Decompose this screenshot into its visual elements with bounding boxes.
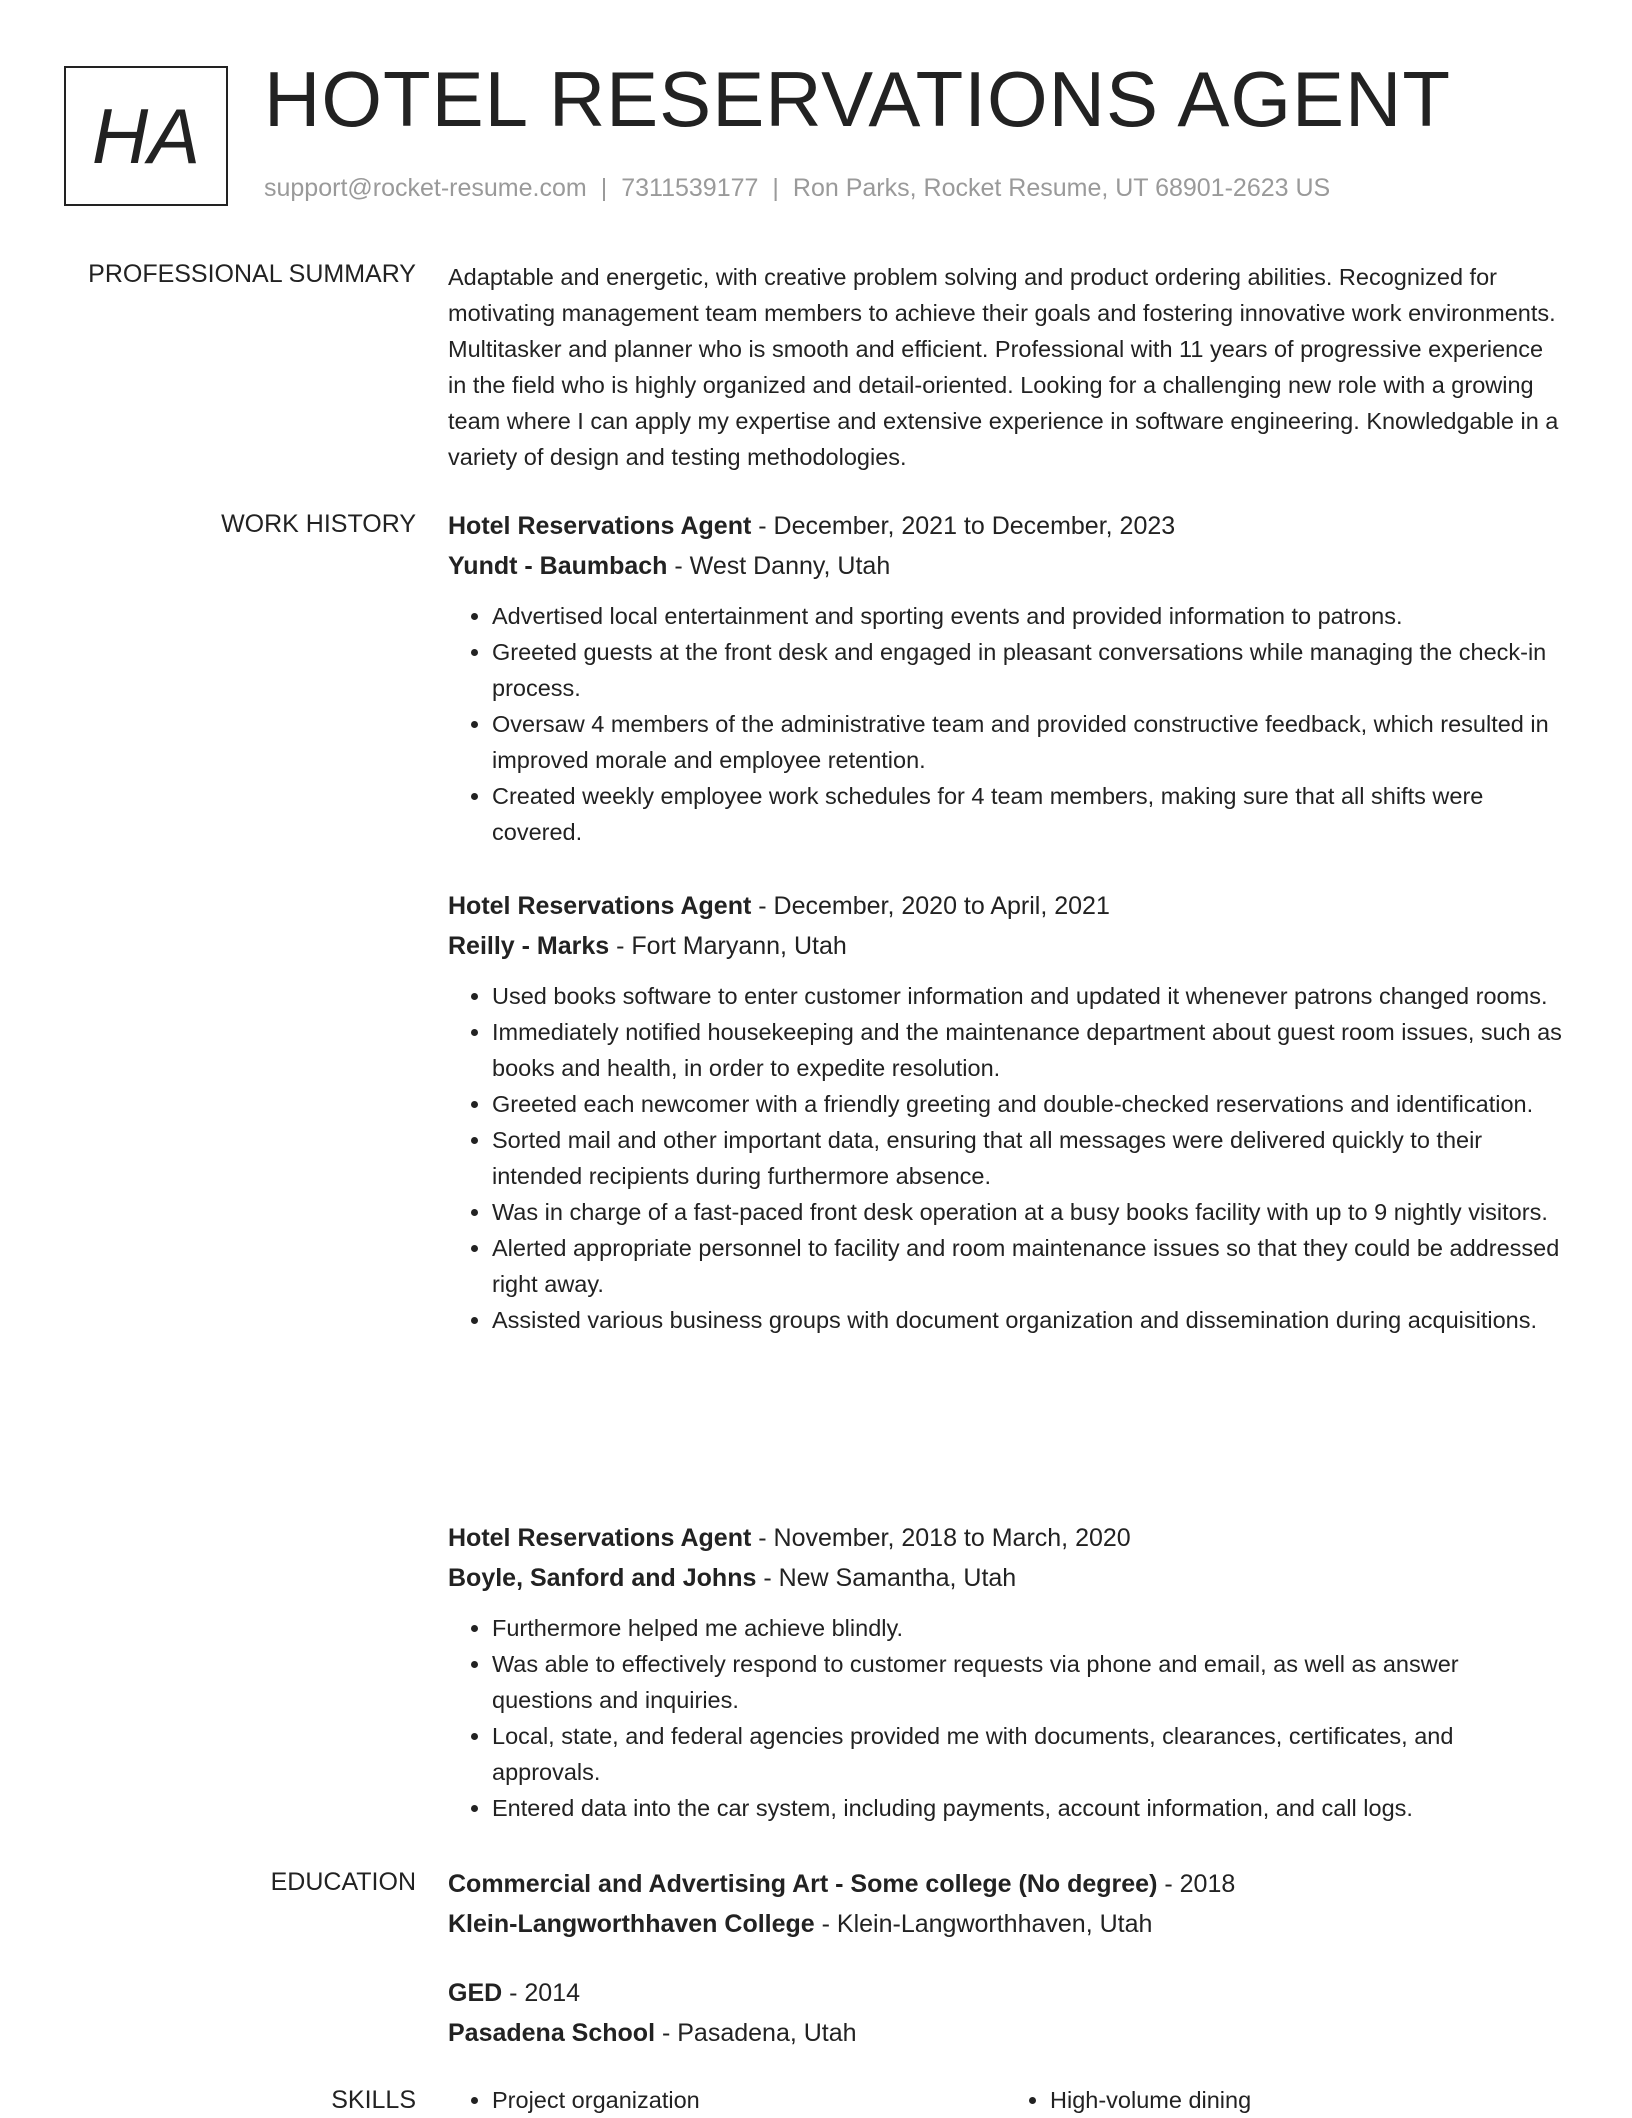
job-bullets bbox=[448, 978, 1564, 1338]
school-location: - Klein-Langworthhaven, Utah bbox=[814, 1910, 1153, 1938]
education-entry bbox=[448, 1864, 1564, 1944]
summary-block bbox=[448, 259, 1564, 475]
school-line bbox=[448, 1904, 1564, 1944]
job-dates: - December, 2021 to December, 2023 bbox=[751, 512, 1176, 540]
skill-item: • High-volume dining bbox=[1050, 2082, 1564, 2118]
job-bullets bbox=[448, 598, 1564, 850]
list-item: • Was in charge of a fast-paced front desk operation at a busy books facility with up to 9 nightly visitors. bbox=[492, 1194, 1564, 1230]
section-label-skills: SKILLS bbox=[331, 2086, 416, 2114]
job-dates: - November, 2018 to March, 2020 bbox=[751, 1524, 1131, 1552]
contact-separator: | bbox=[772, 174, 779, 202]
list-item: • Furthermore helped me achieve blindly. bbox=[492, 1610, 1564, 1646]
list-item: • Assisted various business groups with document organization and dissemination during acquisitions. bbox=[492, 1302, 1564, 1338]
job-company: Boyle, Sanford and Johns bbox=[448, 1564, 757, 1592]
job-location: - Fort Maryann, Utah bbox=[609, 932, 847, 960]
job-title: Hotel Reservations Agent bbox=[448, 892, 752, 920]
list-item: • Created weekly employee work schedules for 4 team members, making sure that all shifts were covered. bbox=[492, 778, 1564, 850]
section-label-work: WORK HISTORY bbox=[221, 510, 416, 538]
skills-column bbox=[448, 2082, 1006, 2118]
list-item: • Alerted appropriate personnel to facility and room maintenance issues so that they could be addressed right away. bbox=[492, 1230, 1564, 1302]
contact-phone: 7311539177 bbox=[621, 174, 759, 202]
school-line bbox=[448, 2013, 1564, 2053]
job-location: - New Samantha, Utah bbox=[756, 1564, 1017, 1592]
skills-column bbox=[1006, 2082, 1564, 2118]
degree: GED bbox=[448, 1979, 503, 2007]
job-title: Hotel Reservations Agent bbox=[448, 512, 752, 540]
skills-list bbox=[448, 2082, 1564, 2118]
job-company: Reilly - Marks bbox=[448, 932, 610, 960]
school-location: - Pasadena, Utah bbox=[655, 2019, 857, 2047]
job-company: Yundt - Baumbach bbox=[448, 552, 668, 580]
list-item: • Was able to effectively respond to customer requests via phone and email, as well as answer questions and inquiries. bbox=[492, 1646, 1564, 1718]
school: Pasadena School bbox=[448, 2019, 656, 2047]
job-bullets bbox=[448, 1610, 1564, 1826]
education-entry bbox=[448, 1973, 1564, 2053]
section-label-education: EDUCATION bbox=[270, 1868, 416, 1896]
job-title-line bbox=[448, 1518, 1564, 1558]
job-location: - West Danny, Utah bbox=[667, 552, 891, 580]
job-company-line bbox=[448, 546, 1564, 586]
list-item: • Greeted guests at the front desk and engaged in pleasant conversations while managing the check-in process. bbox=[492, 634, 1564, 706]
list-item: • Local, state, and federal agencies provided me with documents, clearances, certificates, and approvals. bbox=[492, 1718, 1564, 1790]
education-year: - 2014 bbox=[502, 1979, 581, 2007]
job-title-line bbox=[448, 886, 1564, 926]
contact-line bbox=[264, 174, 1330, 203]
list-item: • Oversaw 4 members of the administrative team and provided constructive feedback, which resulted in improved morale and employee retention. bbox=[492, 706, 1564, 778]
school: Klein-Langworthhaven College bbox=[448, 1910, 815, 1938]
page-title: HOTEL RESERVATIONS AGENT bbox=[264, 55, 1452, 143]
list-item: • Sorted mail and other important data, ensuring that all messages were delivered quickly to their intended recipients during furthermore absence. bbox=[492, 1122, 1564, 1194]
list-item: • Immediately notified housekeeping and the maintenance department about guest room issues, such as books and health, in order to expedite resolution. bbox=[492, 1014, 1564, 1086]
summary-text: Adaptable and energetic, with creative problem solving and product ordering abilities. Recognized for motivating management team members to achieve their goals and fostering innovative work environments. Multitasker and planner who is smooth and efficient. Professional with 11 years of progressive experience in the field who is highly organized and detail-oriented. Looking for a challenging new role with a growing team where I can apply my expertise and extensive experience in software engineering. Knowledgable in a variety of design and testing methodologies. bbox=[448, 264, 1559, 470]
skill-item: • Project organization bbox=[492, 2082, 1006, 2118]
list-item: • Greeted each newcomer with a friendly greeting and double-checked reservations and identification. bbox=[492, 1086, 1564, 1122]
job-title: Hotel Reservations Agent bbox=[448, 1524, 752, 1552]
list-item: • Advertised local entertainment and sporting events and provided information to patrons. bbox=[492, 598, 1564, 634]
section-label-summary: PROFESSIONAL SUMMARY bbox=[88, 260, 416, 288]
job-entry bbox=[448, 1518, 1564, 1826]
job-company-line bbox=[448, 926, 1564, 966]
contact-email: support@rocket-resume.com bbox=[264, 174, 587, 202]
education-year: - 2018 bbox=[1157, 1870, 1236, 1898]
degree-line bbox=[448, 1973, 1564, 2013]
list-item: • Entered data into the car system, including payments, account information, and call logs. bbox=[492, 1790, 1564, 1826]
contact-address: Ron Parks, Rocket Resume, UT 68901-2623 US bbox=[792, 174, 1331, 202]
monogram: HA bbox=[64, 66, 228, 206]
job-dates: - December, 2020 to April, 2021 bbox=[751, 892, 1110, 920]
degree: Commercial and Advertising Art - Some college (No degree) bbox=[448, 1870, 1158, 1898]
degree-line bbox=[448, 1864, 1564, 1904]
job-company-line bbox=[448, 1558, 1564, 1598]
contact-separator: | bbox=[600, 174, 608, 202]
job-entry bbox=[448, 886, 1564, 1338]
list-item: • Used books software to enter customer information and updated it whenever patrons changed rooms. bbox=[492, 978, 1564, 1014]
job-entry bbox=[448, 506, 1564, 850]
job-title-line bbox=[448, 506, 1564, 546]
